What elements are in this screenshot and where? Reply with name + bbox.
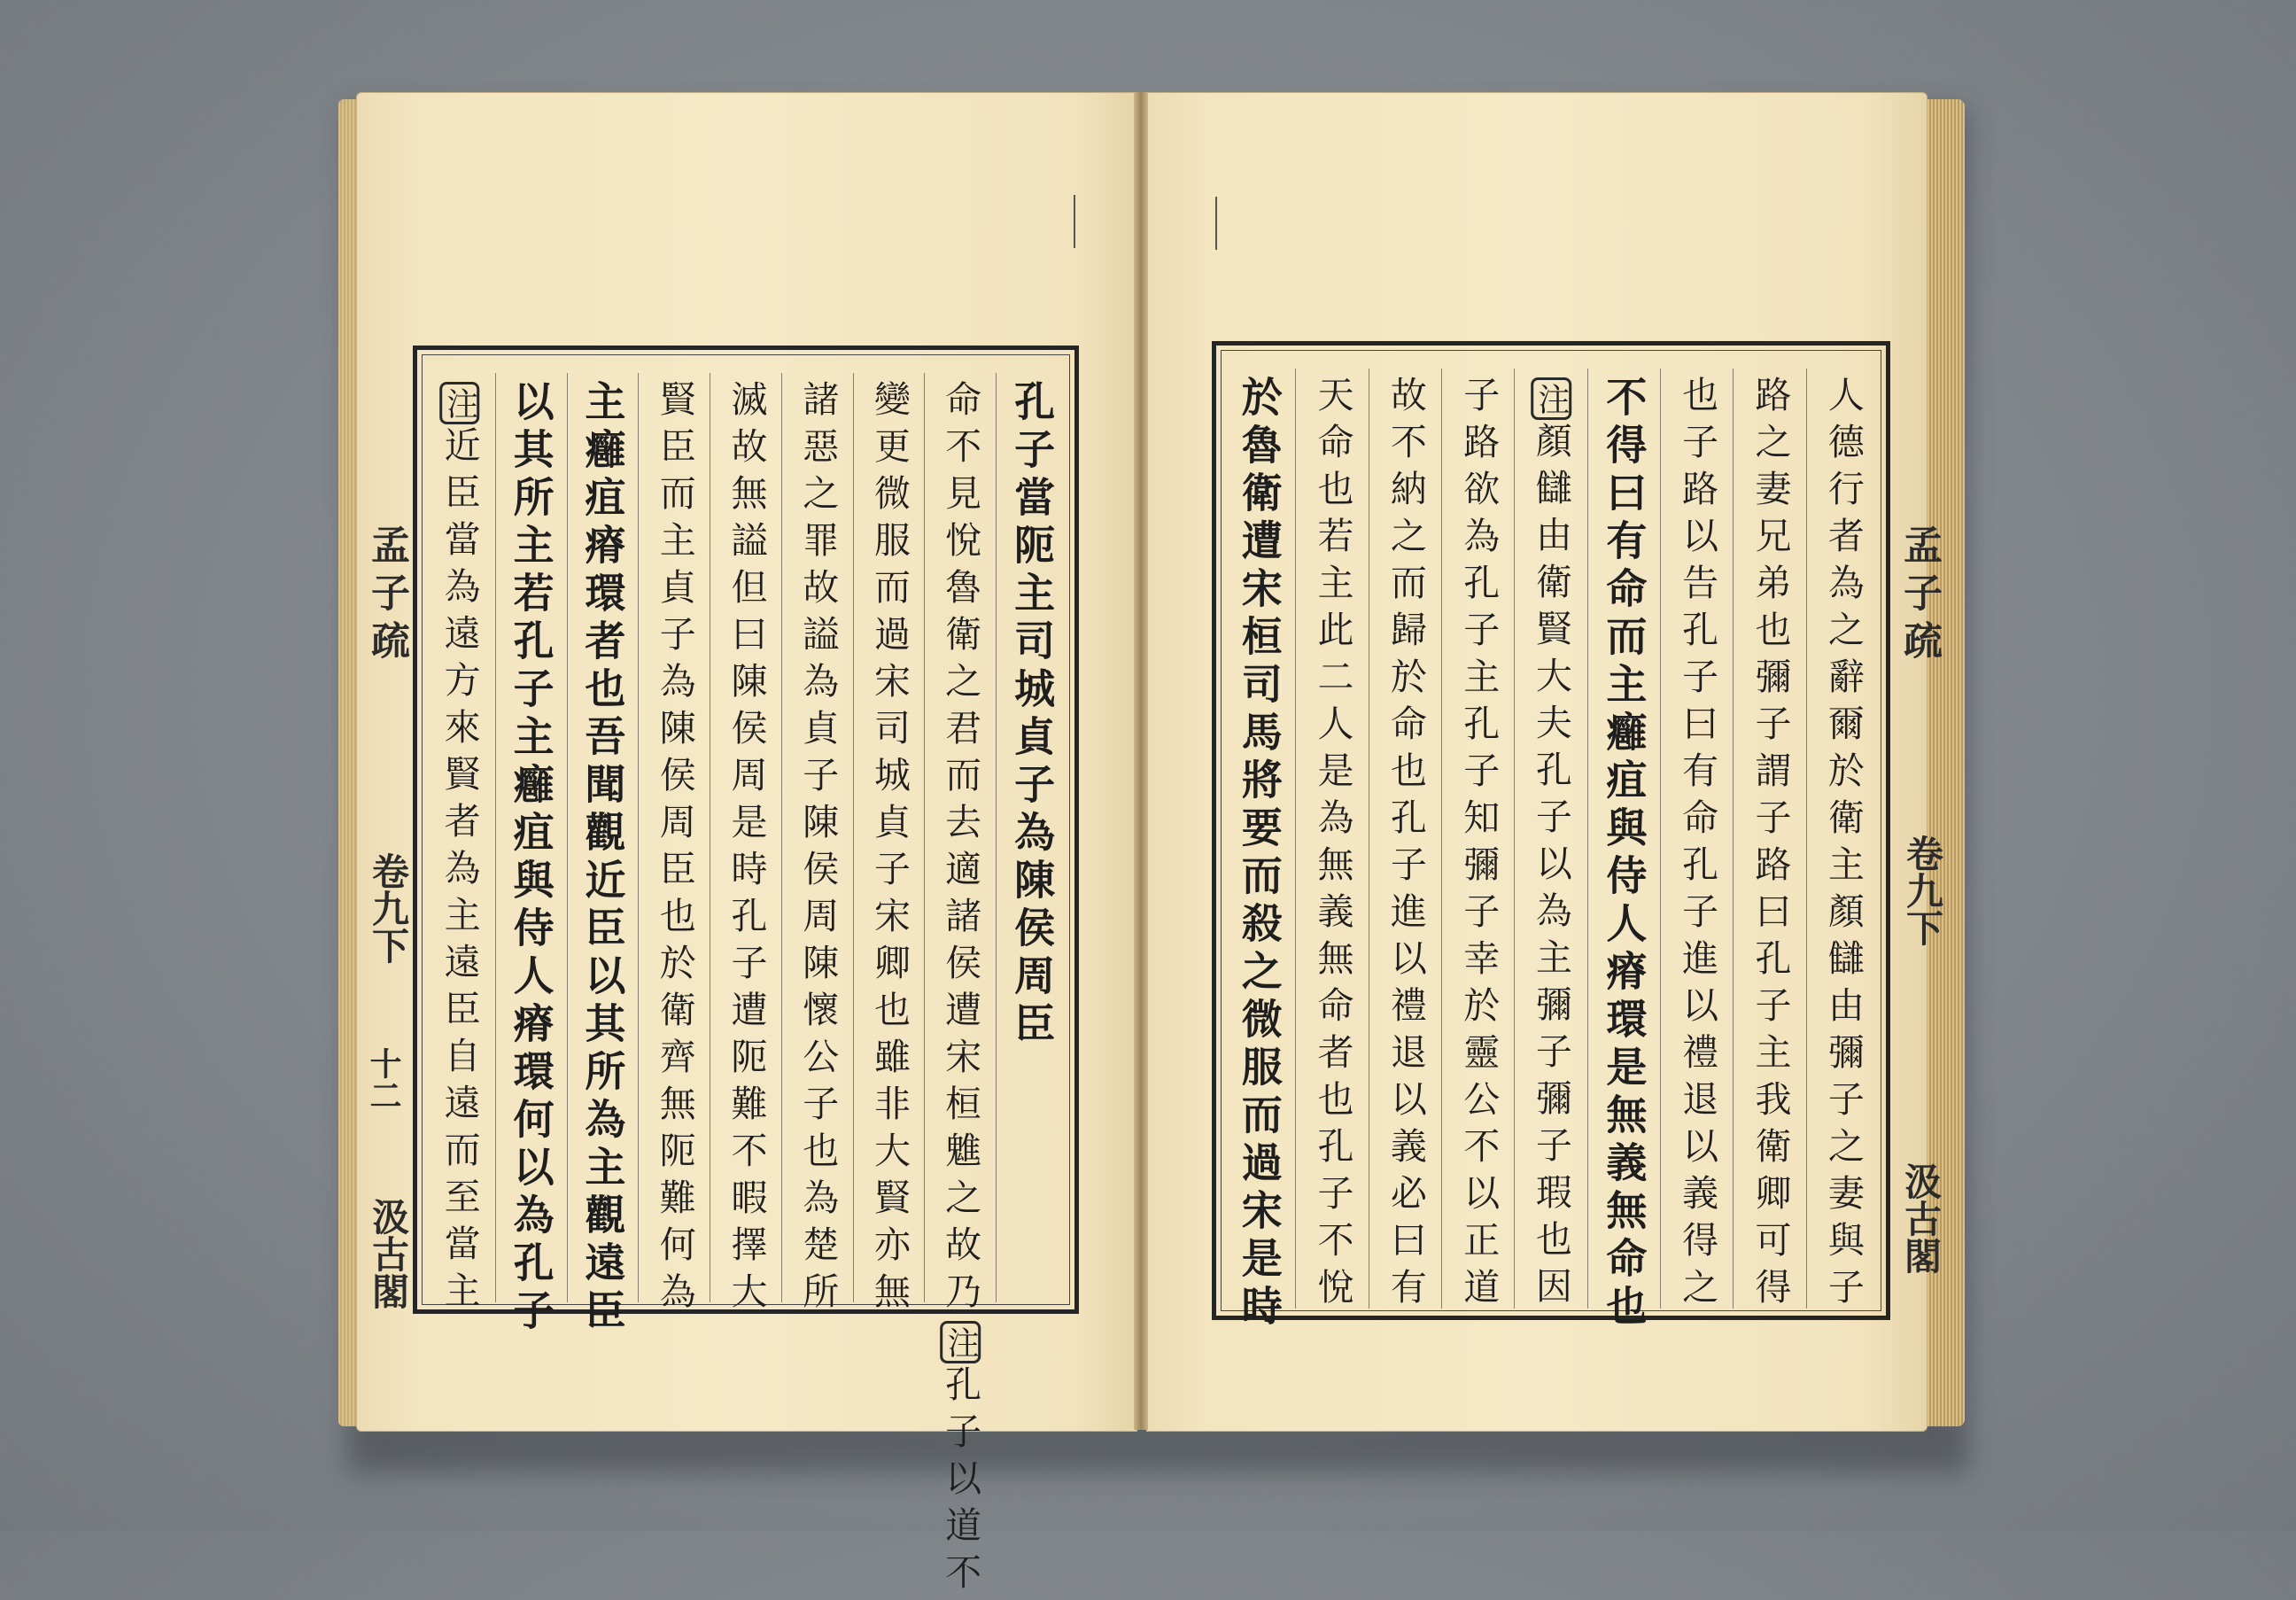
right-column-text: 路之妻兄弟也彌子謂子路曰孔子主我衛卿可得 [1749,376,1792,1315]
right-column-3 [1660,369,1733,1315]
right-column-5 [1514,369,1586,1314]
right-column-text: 故不納之而歸於命也孔子進以禮退以義必曰有 [1384,376,1427,1315]
left-column-text: 賢臣而主貞子為陳侯周臣也於衛齊無阨難何為 [653,380,696,1319]
fold-mark-left [1074,195,1075,248]
right-centerfold-press: 汲古閣 [1899,1162,1943,1274]
open-book [338,82,1965,1600]
left-column-2 [924,373,996,1600]
right-text-frame [1212,341,1890,1332]
left-column-text: 變更微服而過宋司城貞子宋卿也雖非大賢亦無 [868,380,911,1319]
right-column-2 [1733,369,1805,1315]
left-text-frame [413,346,1079,1600]
left-column-1 [996,373,1067,1302]
left-column-text: 滅故無謚但曰陳侯周是時孔子遭阨難不暇擇大 [725,380,768,1319]
right-column-text: 不得曰有命而主癰疽與侍人瘠環是無義無命也 [1600,376,1648,1332]
right-column-1 [1806,369,1879,1315]
left-column-text: 諸惡之罪故謚為貞子陳侯周陳懷公子也為楚所 [796,380,840,1319]
right-column-7 [1369,369,1441,1315]
left-column-4 [781,373,853,1319]
annotation-marker: 注 [941,1321,981,1363]
right-column-text: 天命也若主此二人是為無義無命者也孔子不悅 [1311,376,1354,1315]
left-text-columns [424,373,1067,1600]
book-gutter [1134,92,1148,1430]
right-column-6 [1441,369,1514,1315]
left-column-6 [638,373,710,1319]
right-column-text: 於魯衛遭宋桓司馬將要而殺之微服而過宋是時 [1235,376,1284,1332]
left-column-text: 以其所主若孔子主癰疽與侍人瘠環何以為孔子 [507,380,555,1337]
right-column-text: 子路欲為孔子主孔子知彌子幸於靈公不以正道 [1457,376,1501,1315]
right-column-text: 注顏讎由衛賢大夫孔子以為主彌子彌子瑕也因 [1531,376,1571,1314]
left-column-text: 注近臣當為遠方來賢者為主遠臣自遠而至當主 [439,380,480,1318]
left-column-7 [567,373,639,1337]
left-column-9 [424,373,495,1318]
left-column-5 [710,373,781,1319]
left-centerfold-title: 孟子疏 [364,524,409,668]
fold-mark-right [1215,197,1217,250]
right-column-text: 也子路以告孔子曰有命孔子進以禮退以義得之 [1676,376,1719,1315]
right-column-9 [1223,369,1295,1332]
left-column-8 [495,373,567,1337]
left-column-text: 命不見悅魯衛之君而去適諸侯遭宋桓魋之故乃注孔子以道不 [939,380,982,1600]
annotation-marker: 注 [439,382,480,424]
right-centerfold-title: 孟子疏 [1897,524,1942,668]
left-centerfold-volume: 卷九下 [367,852,410,964]
left-column-text: 孔子當阨主司城貞子為陳侯周臣 [1008,380,1057,1050]
right-text-columns [1223,369,1879,1332]
right-column-text: 人德行者為之辭爾於衛主顏讎由彌子之妻與子 [1821,376,1865,1315]
right-column-8 [1295,369,1368,1315]
right-centerfold-volume: 卷九下 [1901,835,1944,946]
left-centerfold-press: 汲古閣 [367,1198,410,1309]
left-column-text: 主癰疽瘠環者也吾聞觀近臣以其所為主觀遠臣 [578,380,627,1337]
annotation-marker: 注 [1531,377,1571,420]
left-centerfold-leaf: 十二 [365,1047,402,1111]
right-column-4 [1587,369,1660,1332]
left-column-3 [853,373,925,1319]
